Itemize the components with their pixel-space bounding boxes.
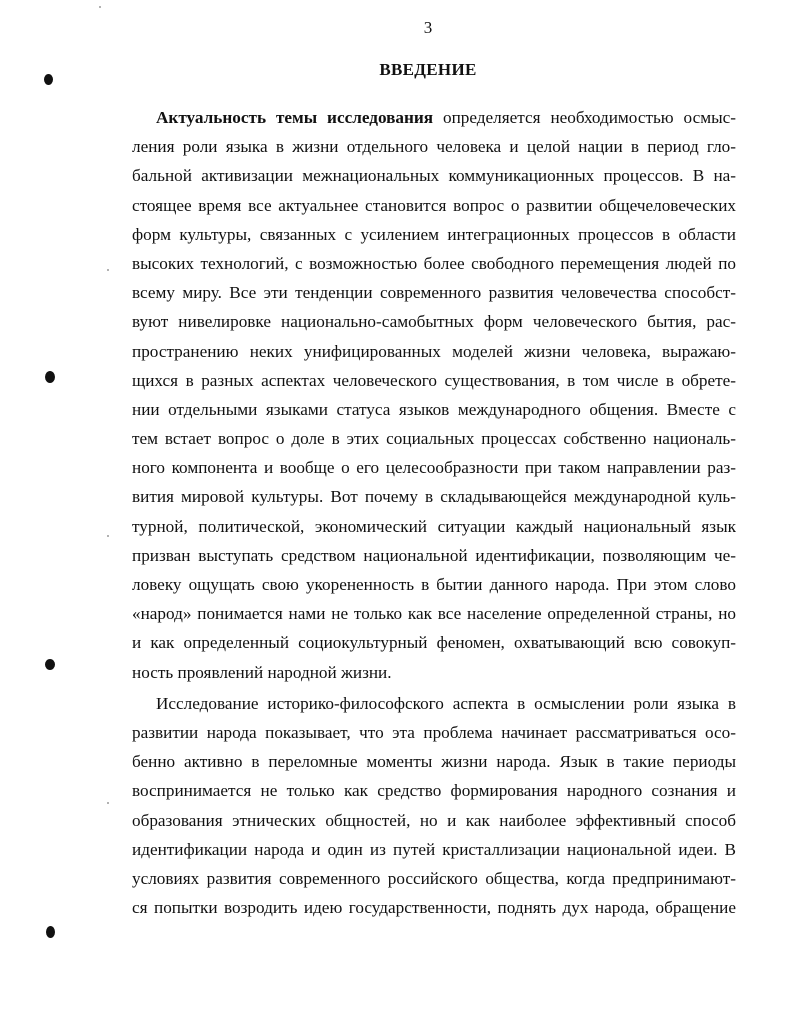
paragraph-1-line: нии отдельными языками статуса языков международного общения. Вместе с (132, 399, 736, 419)
scan-speck (107, 802, 109, 804)
bold-lead: Актуальность темы исследования (156, 108, 434, 127)
paragraph-1-line: вития мировой культуры. Вот почему в складывающейся международной куль- (132, 487, 736, 507)
paragraph-1-line: форм культуры, связанных с усилением интеграционных процессов в области (132, 224, 736, 244)
paragraph-1-line: щихся в разных аспектах человеческого существования, в том числе в обрете- (132, 370, 736, 390)
paragraph-1-line: и как определенный социокультурный феномен, охватывающий всю совокуп- (132, 633, 736, 653)
body-text (132, 103, 736, 922)
paragraph-2-line: развитии народа показывает, что эта проблема начинает рассматриваться осо- (132, 722, 736, 742)
paragraph-2-line: условиях развития современного российского общества, когда предпринимают- (132, 868, 736, 888)
paragraph-2-line: бенно активно в переломные моменты жизни народа. Язык в такие периоды (132, 752, 736, 772)
paragraph-1-line: ного компонента и вообще о его целесообразности при таком направлении раз- (132, 458, 736, 478)
paragraph-1-line: тем встает вопрос о доле в этих социальных процессах собственно националь- (132, 429, 736, 449)
paragraph-1-line: «народ» понимается нами не только как все население определенной страны, но (132, 604, 736, 624)
scan-speck (107, 535, 109, 537)
paragraph-1-line: всему миру. Все эти тенденции современного развития человечества способст- (132, 283, 736, 303)
paragraph-2-line: воспринимается не только как средство формирования народного сознания и (132, 781, 736, 801)
paragraph-1-line: ность проявлений народной жизни. (132, 662, 392, 682)
paragraph-1-line: вуют нивелировке национально-самобытных форм человеческого бытия, рас- (132, 312, 736, 332)
paragraph-1-line: ления роли языка в жизни отдельного человека и целой нации в период гло- (132, 137, 736, 157)
paragraph-2-line: идентификации народа и один из путей кристаллизации национальной идеи. В (132, 839, 736, 859)
binder-hole-mark (45, 659, 55, 670)
paragraph-2-line: образования этнических общностей, но и как наиболее эффективный способ (132, 810, 736, 830)
binder-hole-mark (44, 74, 53, 85)
paragraph-1-line: ловеку ощущать свою укорененность в бытии данного народа. При этом слово (132, 575, 736, 594)
paragraph-1-line: стоящее время все актуальнее становится вопрос о развитии общечеловеческих (132, 195, 736, 215)
paragraph-2-line: Исследование историко-философского аспекта в осмыслении роли языка в (156, 693, 736, 713)
scan-speck (99, 6, 101, 8)
paragraph-1-line: Актуальность темы исследования определяется необходимостью осмыс- (156, 108, 736, 127)
section-heading: ВВЕДЕНИЕ (379, 60, 477, 79)
binder-hole-mark (46, 926, 55, 938)
paragraph-1-line: призван выступать средством национальной идентификации, позволяющим че- (132, 545, 736, 565)
paragraph-1-line: пространению неких унифицированных моделей жизни человека, выражаю- (132, 341, 736, 361)
paragraph-1-line: бальной активизации межнациональных коммуникационных процессов. В на- (132, 166, 736, 186)
scan-speck (107, 269, 109, 271)
paragraph-1-line: высоких технологий, с возможностью более свободного перемещения людей по (132, 253, 736, 273)
page-number: 3 (423, 18, 433, 37)
binder-hole-mark (45, 371, 55, 383)
paragraph-1-line: турной, политической, экономический ситуации каждый национальный язык (132, 516, 736, 536)
paragraph-2-line: ся попытки возродить идею государственности, поднять дух народа, обращение (132, 898, 736, 918)
